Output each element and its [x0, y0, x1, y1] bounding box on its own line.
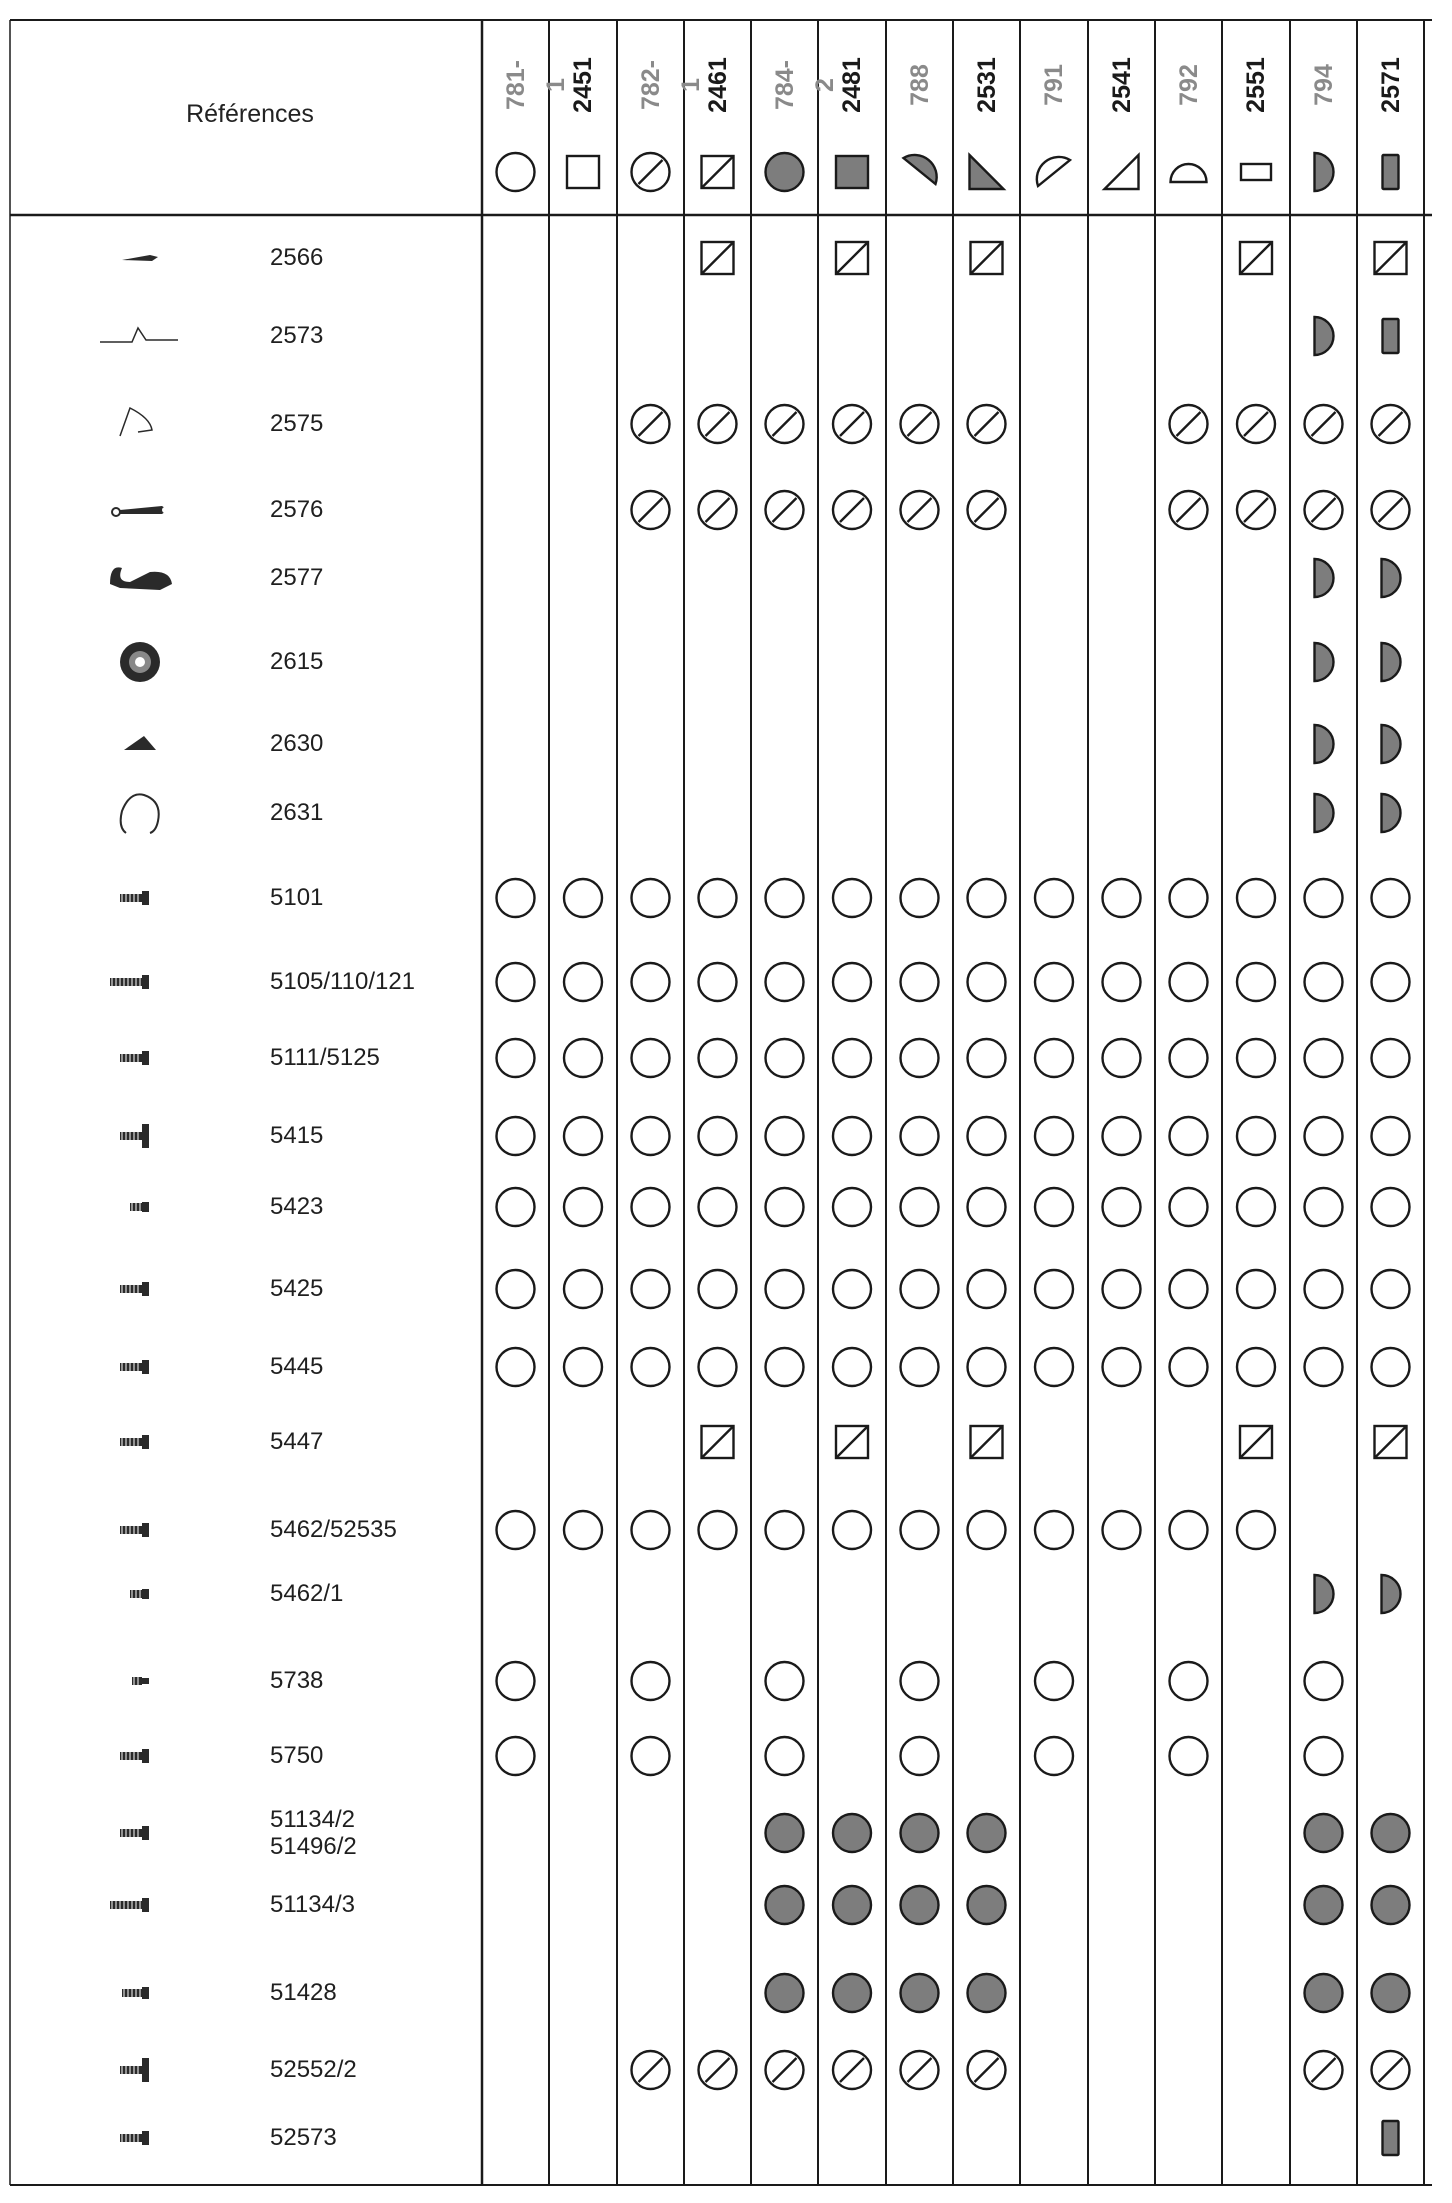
compat-mark-2573-794	[1315, 317, 1334, 355]
compat-mark-51134-2-794	[1305, 1814, 1343, 1852]
compat-mark-5101-2531	[968, 879, 1006, 917]
compat-mark-2566-2461	[702, 242, 734, 274]
compat-mark-5425-2451	[564, 1270, 602, 1308]
compat-mark-5750-788	[901, 1737, 939, 1775]
compat-mark-51134-2-2531	[968, 1814, 1006, 1852]
compat-mark-5111-5125-2451	[564, 1039, 602, 1077]
small-screw-icon	[130, 1202, 149, 1212]
column-symbol-square-slash-icon	[702, 156, 734, 188]
compat-mark-2576-792	[1170, 491, 1208, 529]
compat-mark-5425-794	[1305, 1270, 1343, 1308]
compat-mark-2575-794	[1305, 405, 1343, 443]
compat-mark-5101-2571	[1372, 879, 1410, 917]
compat-mark-5105-110-121-2551	[1237, 963, 1275, 1001]
compat-mark-5423-782-1	[632, 1188, 670, 1226]
column-code-792: 792	[1174, 64, 1203, 106]
compat-mark-5111-5125-781-1	[497, 1039, 535, 1077]
compat-mark-51134-2-784-2	[766, 1814, 804, 1852]
part-reference: 2566	[270, 244, 324, 271]
compat-mark-5101-2551	[1237, 879, 1275, 917]
part-reference: 2573	[270, 322, 324, 349]
screw-icon	[120, 1826, 149, 1840]
compat-mark-5445-792	[1170, 1348, 1208, 1386]
column-symbol-triangle-filled-icon	[970, 155, 1004, 189]
bar-lever-icon	[112, 506, 168, 516]
compat-mark-5101-792	[1170, 879, 1208, 917]
compat-mark-5462-52535-782-1	[632, 1511, 670, 1549]
compat-mark-5423-792	[1170, 1188, 1208, 1226]
compat-mark-5445-791	[1035, 1348, 1073, 1386]
compat-mark-51428-788	[901, 1974, 939, 2012]
compat-mark-51428-2481	[833, 1974, 871, 2012]
compat-mark-5415-2531	[968, 1117, 1006, 1155]
compat-mark-5423-2541	[1103, 1188, 1141, 1226]
part-reference: 52573	[270, 2124, 337, 2151]
compat-mark-2576-782-1	[632, 491, 670, 529]
compat-mark-5105-110-121-781-1	[497, 963, 535, 1001]
compat-mark-51134-2-2481	[833, 1814, 871, 1852]
compat-mark-5447-2571	[1375, 1426, 1407, 1458]
compat-mark-5415-2451	[564, 1117, 602, 1155]
compat-mark-2630-2571	[1382, 725, 1401, 763]
compat-mark-5423-788	[901, 1188, 939, 1226]
column-code-784-2: 784-2	[770, 59, 839, 111]
tiny-screw-icon	[132, 1676, 149, 1686]
compat-mark-5738-784-2	[766, 1662, 804, 1700]
compat-mark-5415-788	[901, 1117, 939, 1155]
compat-mark-52552-2-794	[1305, 2051, 1343, 2089]
curved-spring-icon	[120, 408, 152, 436]
compat-mark-5111-5125-2481	[833, 1039, 871, 1077]
compat-mark-5462-52535-784-2	[766, 1511, 804, 1549]
compat-mark-2575-782-1	[632, 405, 670, 443]
compat-mark-5111-5125-794	[1305, 1039, 1343, 1077]
compat-mark-5425-782-1	[632, 1270, 670, 1308]
column-symbol-pie-grey-icon	[904, 155, 937, 184]
compat-mark-2573-2571	[1383, 319, 1399, 353]
column-code-782-1: 782-1	[636, 59, 705, 111]
compat-mark-5423-2531	[968, 1188, 1006, 1226]
compat-mark-2576-788	[901, 491, 939, 529]
part-reference: 2631	[270, 799, 324, 826]
column-code-2571: 2571	[1376, 57, 1405, 113]
jewel-plate-icon	[124, 736, 156, 750]
compat-mark-51134-3-794	[1305, 1886, 1343, 1924]
compat-mark-5425-792	[1170, 1270, 1208, 1308]
compat-mark-5462-1-2571	[1382, 1575, 1401, 1613]
compat-mark-2566-2531	[971, 242, 1003, 274]
column-symbol-half-grey-icon	[1315, 153, 1334, 191]
compat-mark-52552-2-2481	[833, 2051, 871, 2089]
part-reference: 5101	[270, 884, 324, 911]
compat-mark-5105-110-121-792	[1170, 963, 1208, 1001]
hook-lever-icon	[110, 567, 172, 590]
column-symbol-half-open-icon	[1171, 164, 1207, 182]
compat-mark-51428-784-2	[766, 1974, 804, 2012]
compat-mark-5462-52535-788	[901, 1511, 939, 1549]
compat-mark-52552-2-2531	[968, 2051, 1006, 2089]
screw-icon	[120, 1435, 149, 1449]
compat-mark-5105-110-121-791	[1035, 963, 1073, 1001]
compat-mark-5425-791	[1035, 1270, 1073, 1308]
compat-mark-2576-2571	[1372, 491, 1410, 529]
compat-mark-5462-52535-781-1	[497, 1511, 535, 1549]
compat-mark-2631-2571	[1382, 794, 1401, 832]
compat-mark-5101-784-2	[766, 879, 804, 917]
column-code-2541: 2541	[1107, 57, 1136, 113]
part-reference: 51428	[270, 1979, 337, 2006]
column-symbol-triangle-open-icon	[1105, 155, 1139, 189]
column-symbol-rect-grey-icon	[1383, 155, 1399, 189]
compat-mark-5101-2451	[564, 879, 602, 917]
part-reference: 5415	[270, 1122, 324, 1149]
compat-mark-52552-2-788	[901, 2051, 939, 2089]
compat-mark-5415-2481	[833, 1117, 871, 1155]
part-reference: 2615	[270, 648, 324, 675]
compat-mark-5415-792	[1170, 1117, 1208, 1155]
compat-mark-5445-2461	[699, 1348, 737, 1386]
column-code-2451: 2451	[569, 57, 597, 113]
column-symbol-pie-open-icon	[1037, 157, 1070, 186]
compat-mark-52552-2-2461	[699, 2051, 737, 2089]
compat-mark-5423-781-1	[497, 1188, 535, 1226]
compat-mark-51134-3-2531	[968, 1886, 1006, 1924]
compat-mark-5415-791	[1035, 1117, 1073, 1155]
column-symbol-circle-filled-icon	[766, 153, 804, 191]
compat-mark-5415-782-1	[632, 1117, 670, 1155]
screw-icon	[120, 1749, 149, 1763]
part-reference: 5462/1	[270, 1580, 344, 1607]
screw-icon	[120, 1523, 149, 1537]
compat-mark-5105-110-121-794	[1305, 963, 1343, 1001]
compat-mark-5111-5125-2461	[699, 1039, 737, 1077]
compat-mark-5445-2531	[968, 1348, 1006, 1386]
compat-mark-2575-2571	[1372, 405, 1410, 443]
screw-icon	[120, 1282, 149, 1296]
compat-mark-2575-2461	[699, 405, 737, 443]
compat-mark-51134-3-784-2	[766, 1886, 804, 1924]
compat-mark-2576-2481	[833, 491, 871, 529]
compat-mark-5462-52535-792	[1170, 1511, 1208, 1549]
compat-mark-5101-781-1	[497, 879, 535, 917]
compat-mark-5415-781-1	[497, 1117, 535, 1155]
compat-mark-5423-784-2	[766, 1188, 804, 1226]
compat-mark-5445-781-1	[497, 1348, 535, 1386]
compat-mark-5462-52535-2461	[699, 1511, 737, 1549]
compat-mark-2630-794	[1315, 725, 1334, 763]
compat-mark-5425-788	[901, 1270, 939, 1308]
compat-mark-5445-794	[1305, 1348, 1343, 1386]
screw-icon	[120, 1360, 149, 1374]
thin-screw-icon	[122, 1987, 149, 1999]
column-symbol-rect-open-icon	[1241, 164, 1271, 180]
compat-mark-5105-110-121-2461	[699, 963, 737, 1001]
compat-mark-5415-794	[1305, 1117, 1343, 1155]
compat-mark-51428-2531	[968, 1974, 1006, 2012]
part-reference: 5423	[270, 1193, 324, 1220]
compat-mark-5105-110-121-788	[901, 963, 939, 1001]
compat-mark-5111-5125-788	[901, 1039, 939, 1077]
compat-mark-5423-2451	[564, 1188, 602, 1226]
part-reference: 5445	[270, 1353, 324, 1380]
compat-mark-5101-782-1	[632, 879, 670, 917]
compat-mark-5750-791	[1035, 1737, 1073, 1775]
column-symbol-circle-open-icon	[497, 153, 535, 191]
compat-mark-2576-2531	[968, 491, 1006, 529]
compat-mark-5105-110-121-2541	[1103, 963, 1141, 1001]
compat-mark-5425-2461	[699, 1270, 737, 1308]
compat-mark-2576-2461	[699, 491, 737, 529]
compat-mark-5105-110-121-782-1	[632, 963, 670, 1001]
compat-mark-2577-794	[1315, 559, 1334, 597]
wire-spring-icon	[100, 328, 178, 342]
column-code-2551: 2551	[1242, 57, 1270, 113]
compat-mark-5447-2481	[836, 1426, 868, 1458]
compat-mark-5462-52535-2551	[1237, 1511, 1275, 1549]
compat-mark-2576-2551	[1237, 491, 1275, 529]
compat-mark-2576-784-2	[766, 491, 804, 529]
column-code-788: 788	[905, 64, 934, 106]
compat-mark-5445-2541	[1103, 1348, 1141, 1386]
compat-mark-2575-2551	[1237, 405, 1275, 443]
compat-mark-5101-794	[1305, 879, 1343, 917]
compat-mark-5101-788	[901, 879, 939, 917]
compat-mark-2575-2531	[968, 405, 1006, 443]
tall-head-screw-icon	[120, 2058, 149, 2082]
long-screw-icon	[110, 975, 149, 989]
compat-mark-2631-794	[1315, 794, 1334, 832]
part-reference: 5425	[270, 1275, 324, 1302]
compat-mark-5105-110-121-2571	[1372, 963, 1410, 1001]
compat-mark-5111-5125-2531	[968, 1039, 1006, 1077]
compat-mark-5423-2551	[1237, 1188, 1275, 1226]
part-reference-line: 51496/2	[270, 1833, 357, 1860]
compat-mark-5101-791	[1035, 879, 1073, 917]
compat-mark-5111-5125-792	[1170, 1039, 1208, 1077]
compat-mark-5462-52535-2451	[564, 1511, 602, 1549]
part-reference: 5462/52535	[270, 1516, 397, 1543]
compat-mark-5447-2531	[971, 1426, 1003, 1458]
compat-mark-5445-782-1	[632, 1348, 670, 1386]
compat-mark-5415-2571	[1372, 1117, 1410, 1155]
compat-mark-5445-2481	[833, 1348, 871, 1386]
compat-mark-5423-794	[1305, 1188, 1343, 1226]
part-reference: 5105/110/121	[270, 968, 416, 995]
part-reference: 51134/3	[270, 1891, 355, 1918]
part-reference: 5447	[270, 1428, 324, 1455]
compat-mark-5105-110-121-2531	[968, 963, 1006, 1001]
compat-mark-5445-2551	[1237, 1348, 1275, 1386]
compat-mark-51428-794	[1305, 1974, 1343, 2012]
compat-mark-52573-2571	[1383, 2121, 1399, 2155]
column-code-781-1: 781-1	[501, 59, 570, 111]
compat-mark-5111-5125-2551	[1237, 1039, 1275, 1077]
compat-mark-5425-2571	[1372, 1270, 1410, 1308]
part-reference: 2575	[270, 410, 324, 437]
compat-mark-5738-794	[1305, 1662, 1343, 1700]
column-code-791: 791	[1040, 64, 1068, 106]
tall-head-screw-icon	[120, 1124, 149, 1148]
compat-mark-5111-5125-782-1	[632, 1039, 670, 1077]
compat-mark-5738-782-1	[632, 1662, 670, 1700]
compat-mark-5415-2461	[699, 1117, 737, 1155]
compat-mark-5425-2541	[1103, 1270, 1141, 1308]
compat-mark-5101-2481	[833, 879, 871, 917]
compat-mark-5425-784-2	[766, 1270, 804, 1308]
compat-mark-51134-3-788	[901, 1886, 939, 1924]
references-header: Références	[186, 100, 314, 128]
compat-mark-2566-2571	[1375, 242, 1407, 274]
column-code-2461: 2461	[703, 57, 732, 113]
compat-mark-5738-791	[1035, 1662, 1073, 1700]
compat-mark-5462-52535-2541	[1103, 1511, 1141, 1549]
compat-mark-5445-784-2	[766, 1348, 804, 1386]
compat-mark-5415-784-2	[766, 1117, 804, 1155]
compat-mark-2566-2481	[836, 242, 868, 274]
compat-mark-5423-791	[1035, 1188, 1073, 1226]
compat-mark-2575-792	[1170, 405, 1208, 443]
part-reference-line: 51134/2	[270, 1806, 355, 1833]
compat-mark-5111-5125-2541	[1103, 1039, 1141, 1077]
compat-mark-5111-5125-784-2	[766, 1039, 804, 1077]
compat-mark-5445-2451	[564, 1348, 602, 1386]
compat-mark-5750-784-2	[766, 1737, 804, 1775]
gear-wheel-icon	[120, 642, 160, 682]
small-screw-icon	[130, 1589, 149, 1599]
compat-mark-5105-110-121-2451	[564, 963, 602, 1001]
compat-mark-51134-2-788	[901, 1814, 939, 1852]
screw-icon	[120, 2131, 149, 2145]
compat-mark-51134-3-2571	[1372, 1886, 1410, 1924]
compat-mark-5750-792	[1170, 1737, 1208, 1775]
compat-mark-5462-52535-2531	[968, 1511, 1006, 1549]
compat-mark-5415-2551	[1237, 1117, 1275, 1155]
column-code-2531: 2531	[972, 57, 1001, 113]
column-code-2481: 2481	[838, 57, 866, 113]
compat-mark-5750-794	[1305, 1737, 1343, 1775]
compat-mark-52552-2-782-1	[632, 2051, 670, 2089]
compat-mark-5111-5125-791	[1035, 1039, 1073, 1077]
compat-mark-5423-2571	[1372, 1188, 1410, 1226]
compat-mark-2575-788	[901, 405, 939, 443]
compat-mark-5425-2481	[833, 1270, 871, 1308]
compat-mark-5425-2551	[1237, 1270, 1275, 1308]
compat-mark-5105-110-121-2481	[833, 963, 871, 1001]
column-symbol-square-filled-icon	[836, 156, 868, 188]
compat-mark-52552-2-2571	[1372, 2051, 1410, 2089]
compat-mark-5447-2551	[1240, 1426, 1272, 1458]
compat-mark-52552-2-784-2	[766, 2051, 804, 2089]
compat-mark-5425-2531	[968, 1270, 1006, 1308]
column-code-794: 794	[1309, 64, 1338, 106]
compat-mark-5111-5125-2571	[1372, 1039, 1410, 1077]
compat-mark-2566-2551	[1240, 242, 1272, 274]
compat-mark-5738-788	[901, 1662, 939, 1700]
omega-spring-icon	[121, 794, 159, 833]
part-reference: 2630	[270, 730, 324, 757]
part-reference: 5111/5125	[270, 1044, 380, 1071]
compat-mark-5101-2461	[699, 879, 737, 917]
compat-mark-5445-2571	[1372, 1348, 1410, 1386]
compat-mark-5447-2461	[702, 1426, 734, 1458]
compat-mark-5738-792	[1170, 1662, 1208, 1700]
compat-mark-2576-794	[1305, 491, 1343, 529]
compat-mark-51134-2-2571	[1372, 1814, 1410, 1852]
compat-mark-5423-2481	[833, 1188, 871, 1226]
screw-icon	[120, 1051, 149, 1065]
compat-mark-5750-782-1	[632, 1737, 670, 1775]
compat-mark-5445-788	[901, 1348, 939, 1386]
compat-mark-2615-2571	[1382, 643, 1401, 681]
column-symbol-circle-slash-icon	[632, 153, 670, 191]
part-reference: 5750	[270, 1742, 324, 1769]
long-screw-icon	[110, 1898, 149, 1912]
compat-mark-51428-2571	[1372, 1974, 1410, 2012]
part-reference: 2576	[270, 496, 324, 523]
compat-mark-5101-2541	[1103, 879, 1141, 917]
compat-mark-5105-110-121-784-2	[766, 963, 804, 1001]
compat-mark-5425-781-1	[497, 1270, 535, 1308]
compat-mark-5738-781-1	[497, 1662, 535, 1700]
compat-mark-2575-2481	[833, 405, 871, 443]
compat-mark-51134-3-2481	[833, 1886, 871, 1924]
compat-mark-5750-781-1	[497, 1737, 535, 1775]
screw-icon	[120, 891, 149, 905]
part-reference: 2577	[270, 564, 324, 591]
part-reference: 52552/2	[270, 2056, 357, 2083]
compat-mark-5415-2541	[1103, 1117, 1141, 1155]
part-reference: 5738	[270, 1667, 324, 1694]
lever-part-icon	[122, 255, 158, 261]
compat-mark-5423-2461	[699, 1188, 737, 1226]
compat-mark-2577-2571	[1382, 559, 1401, 597]
column-symbol-square-open-icon	[567, 156, 599, 188]
compat-mark-2615-794	[1315, 643, 1334, 681]
compat-mark-2575-784-2	[766, 405, 804, 443]
compat-mark-5462-52535-2481	[833, 1511, 871, 1549]
compat-mark-5462-52535-791	[1035, 1511, 1073, 1549]
part-reference	[270, 1806, 357, 1860]
compat-mark-5462-1-794	[1315, 1575, 1334, 1613]
